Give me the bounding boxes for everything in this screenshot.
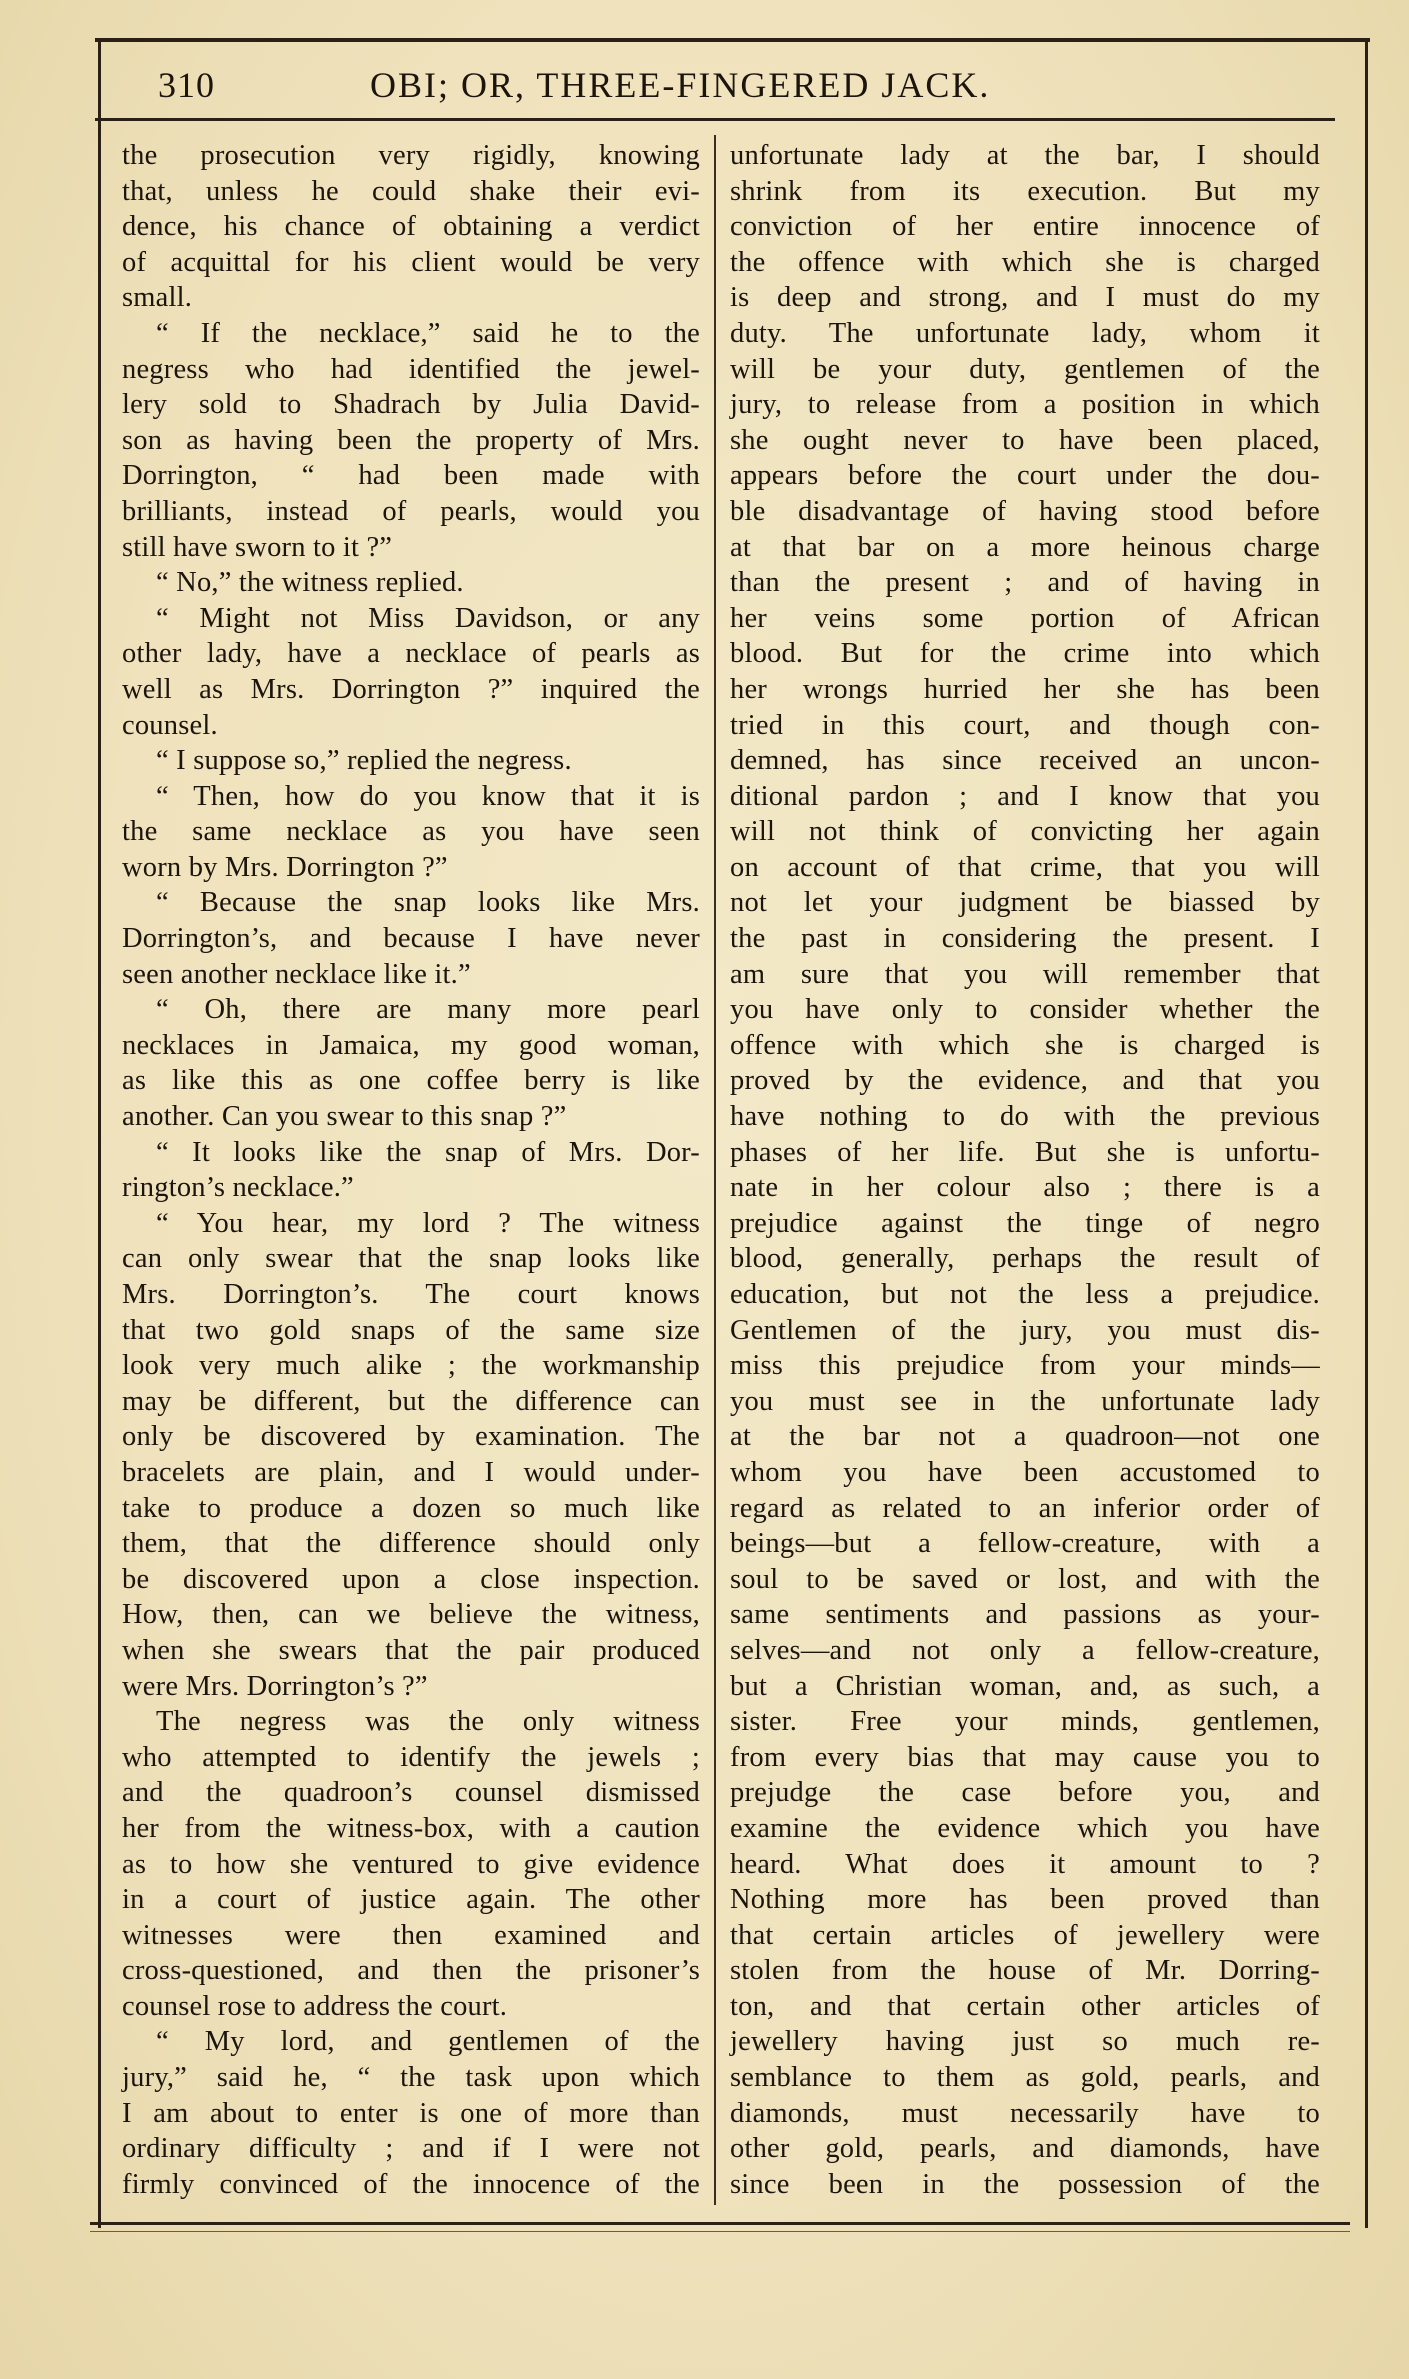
text-line: Mrs. Dorrington’s. The court knows	[122, 1279, 700, 1310]
bottom-rule	[90, 2222, 1350, 2225]
page-header	[110, 58, 1335, 118]
text-line: “ Might not Miss Davidson, or any	[156, 602, 700, 634]
text-line: well as Mrs. Dorrington ?” inquired the	[122, 673, 700, 705]
text-line: stolen from the house of Mr. Dorring-	[730, 1955, 1320, 1987]
text-line: jury,” said he, “ the task upon which	[122, 2062, 700, 2094]
text-line: another. Can you swear to this snap ?”	[122, 1101, 567, 1133]
text-line: who attempted to identify the jewels ;	[122, 1741, 700, 1773]
left-border-rule	[98, 38, 101, 2228]
text-line: other lady, have a necklace of pearls as	[122, 638, 700, 670]
text-line: not let your judgment be biassed by	[730, 887, 1320, 919]
text-line: heard. What does it amount to ?	[730, 1848, 1320, 1880]
running-title: OBI; OR, THREE-FINGERED JACK.	[370, 65, 991, 105]
text-line: “ It looks like the snap of Mrs. Dor-	[156, 1136, 700, 1168]
text-line: bracelets are plain, and I would under-	[122, 1456, 700, 1488]
text-line: jewellery having just so much re-	[730, 2026, 1320, 2058]
text-line: the past in considering the present. I	[730, 923, 1320, 955]
left-text-column	[122, 138, 700, 2202]
text-line: nate in her colour also ; there is a	[730, 1172, 1320, 1204]
text-line: ton, and that certain other articles of	[730, 1990, 1320, 2022]
text-line: ble disadvantage of having stood before	[730, 495, 1320, 527]
text-line: them, that the difference should only	[122, 1528, 700, 1560]
text-line: take to produce a dozen so much like	[122, 1492, 700, 1524]
text-line: can only swear that the snap looks like	[122, 1243, 700, 1275]
text-line: from every bias that may cause you to	[730, 1741, 1320, 1773]
text-line: conviction of her entire innocence of	[730, 211, 1320, 243]
text-line: that, unless he could shake their evi-	[122, 175, 700, 207]
text-line: dence, his chance of obtaining a verdict	[122, 211, 700, 243]
text-line: firmly convinced of the innocence of the	[122, 2168, 700, 2200]
text-line: the same necklace as you have seen	[122, 816, 700, 848]
text-line: am sure that you will remember that	[730, 958, 1320, 990]
text-line: beings—but a fellow-creature, with a	[730, 1528, 1320, 1560]
text-line: at the bar not a quadroon—not one	[730, 1421, 1320, 1453]
text-line: seen another necklace like it.”	[122, 958, 471, 990]
text-line: diamonds, must necessarily have to	[730, 2097, 1320, 2129]
right-text-column	[730, 138, 1320, 2202]
text-line: same sentiments and passions as your-	[730, 1599, 1320, 1631]
text-line: counsel rose to address the court.	[122, 1990, 508, 2022]
text-line: How, then, can we believe the witness,	[122, 1599, 700, 1631]
text-line: cross-questioned, and then the prisoner’s	[122, 1955, 700, 1987]
text-line: “ You hear, my lord ? The witness	[156, 1207, 700, 1239]
text-line: other gold, pearls, and diamonds, have	[730, 2133, 1320, 2165]
text-line: is deep and strong, and I must do my	[730, 282, 1320, 314]
text-line: may be different, but the difference can	[122, 1385, 700, 1417]
text-line: when she swears that the pair produced	[122, 1634, 700, 1666]
text-line: on account of that crime, that you will	[730, 851, 1320, 883]
text-line: Dorrington’s, and because I have never	[122, 923, 700, 955]
text-line: blood, generally, perhaps the result of	[730, 1243, 1320, 1275]
text-line: that certain articles of jewellery were	[730, 1919, 1320, 1951]
text-line: soul to be saved or lost, and with the	[730, 1563, 1320, 1595]
text-line: offence with which she is charged is	[730, 1029, 1320, 1061]
text-line: prejudge the case before you, and	[730, 1777, 1320, 1809]
text-line: and the quadroon’s counsel dismissed	[122, 1777, 700, 1809]
text-line: she ought never to have been placed,	[730, 424, 1320, 456]
text-line: “ Oh, there are many more pearl	[156, 994, 700, 1026]
text-line: Gentlemen of the jury, you must dis-	[730, 1314, 1320, 1346]
text-line: witnesses were then examined and	[122, 1919, 700, 1951]
text-line: blood. But for the crime into which	[730, 638, 1320, 670]
text-line: only be discovered by examination. The	[122, 1421, 700, 1453]
top-rule	[95, 38, 1370, 42]
page-number: 310	[158, 65, 215, 105]
text-line: her veins some portion of African	[730, 602, 1320, 634]
text-line: counsel.	[122, 709, 218, 741]
text-line: duty. The unfortunate lady, whom it	[730, 317, 1320, 349]
text-line: ordinary difficulty ; and if I were not	[122, 2133, 700, 2165]
text-line: her wrongs hurried her she has been	[730, 673, 1320, 705]
text-line: will be your duty, gentlemen of the	[730, 353, 1320, 385]
text-line: unfortunate lady at the bar, I should	[730, 140, 1320, 171]
text-line: I am about to enter is one of more than	[122, 2097, 700, 2129]
text-line: rington’s necklace.”	[122, 1172, 354, 1204]
text-line: tried in this court, and though con-	[730, 709, 1320, 741]
text-line: worn by Mrs. Dorrington ?”	[122, 851, 448, 883]
text-line: The negress was the only witness	[156, 1706, 700, 1738]
text-line: that two gold snaps of the same size	[122, 1314, 700, 1346]
text-line: brilliants, instead of pearls, would you	[122, 495, 700, 527]
text-line: jury, to release from a position in which	[730, 389, 1320, 421]
text-line: appears before the court under the dou-	[730, 460, 1320, 492]
text-line: proved by the evidence, and that you	[730, 1065, 1320, 1097]
header-rule	[95, 118, 1335, 121]
text-line: prejudice against the tinge of negro	[730, 1207, 1320, 1239]
text-line: “ Because the snap looks like Mrs.	[156, 887, 700, 919]
text-line: shrink from its execution. But my	[730, 175, 1320, 207]
text-line: whom you have been accustomed to	[730, 1456, 1320, 1488]
text-line: “ My lord, and gentlemen of the	[156, 2026, 700, 2058]
text-line: at that bar on a more heinous charge	[730, 531, 1320, 563]
text-line: the offence with which she is charged	[730, 246, 1320, 278]
text-line: as like this as one coffee berry is like	[122, 1065, 700, 1097]
text-line: since been in the possession of the	[730, 2168, 1320, 2200]
right-border-rule	[1365, 38, 1368, 2228]
text-line: have nothing to do with the previous	[730, 1101, 1320, 1133]
text-line: were Mrs. Dorrington’s ?”	[122, 1670, 428, 1702]
text-line: than the present ; and of having in	[730, 567, 1320, 599]
text-line: still have sworn to it ?”	[122, 531, 393, 563]
text-line: “ Then, how do you know that it is	[156, 780, 700, 812]
text-line: Nothing more has been proved than	[730, 1884, 1320, 1916]
text-line: Dorrington, “ had been made with	[122, 460, 700, 492]
text-line: demned, has since received an uncon-	[730, 745, 1320, 777]
text-line: look very much alike ; the workmanship	[122, 1350, 700, 1382]
text-line: “ If the necklace,” said he to the	[156, 317, 700, 349]
text-line: sister. Free your minds, gentlemen,	[730, 1706, 1320, 1738]
text-line: small.	[122, 282, 193, 314]
text-line: you must see in the unfortunate lady	[730, 1385, 1320, 1417]
text-line: semblance to them as gold, pearls, and	[730, 2062, 1320, 2094]
text-line: ditional pardon ; and I know that you	[730, 780, 1320, 812]
text-line: her from the witness-box, with a caution	[122, 1812, 700, 1844]
text-line: the prosecution very rigidly, knowing	[122, 140, 700, 171]
text-line: you have only to consider whether the	[730, 994, 1320, 1026]
text-line: will not think of convicting her again	[730, 816, 1320, 848]
text-line: phases of her life. But she is unfortu-	[730, 1136, 1320, 1168]
text-line: be discovered upon a close inspection.	[122, 1563, 700, 1595]
column-divider	[714, 135, 716, 2205]
text-line: in a court of justice again. The other	[122, 1884, 700, 1916]
text-line: “ No,” the witness replied.	[156, 567, 464, 599]
text-line: examine the evidence which you have	[730, 1812, 1320, 1844]
text-line: regard as related to an inferior order of	[730, 1492, 1320, 1524]
text-line: necklaces in Jamaica, my good woman,	[122, 1029, 700, 1061]
text-line: as to how she ventured to give evidence	[122, 1848, 700, 1880]
text-line: miss this prejudice from your minds—	[730, 1350, 1320, 1382]
text-line: son as having been the property of Mrs.	[122, 424, 700, 456]
text-line: education, but not the less a prejudice.	[730, 1279, 1320, 1310]
text-line: but a Christian woman, and, as such, a	[730, 1670, 1320, 1702]
text-line: selves—and not only a fellow-creature,	[730, 1634, 1320, 1666]
text-line: lery sold to Shadrach by Julia David-	[122, 389, 700, 421]
text-line: “ I suppose so,” replied the negress.	[156, 745, 572, 777]
text-line: negress who had identified the jewel-	[122, 353, 700, 385]
bottom-rule-thin	[90, 2231, 1350, 2232]
text-line: of acquittal for his client would be very	[122, 246, 700, 278]
